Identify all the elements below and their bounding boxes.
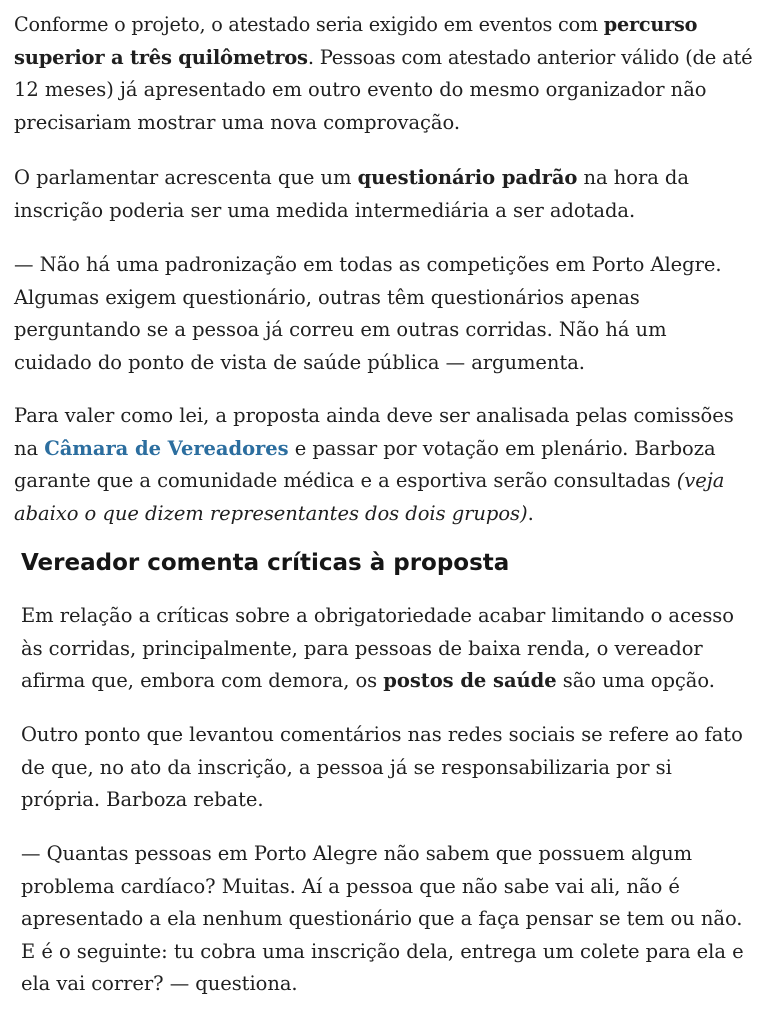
text-run: e passar por votação em plenário. Barboza <box>288 436 716 460</box>
text-line: ela vai correr? — questiona. <box>21 972 298 996</box>
text-run: na <box>14 436 45 460</box>
text-line: precisariam mostrar uma nova comprovação. <box>14 110 460 134</box>
text-line <box>21 665 734 698</box>
text-line <box>14 42 752 75</box>
paragraph-low-income-access <box>21 600 734 698</box>
section-heading: Vereador comenta críticas à proposta <box>21 550 510 576</box>
text-run: na hora da <box>577 166 689 189</box>
text-line: — Quantas pessoas em Porto Alegre não sabem que possuem algum <box>21 842 693 865</box>
text-line <box>14 9 742 42</box>
text-line: às corridas, principalmente, para pessoas de baixa renda, o vereador <box>21 636 703 660</box>
text-line: apresentado a ela nenhum questionário que a faça pensar se tem ou não. <box>21 907 743 931</box>
paragraph-legislative-process <box>14 400 734 530</box>
text-run: garante que a comunidade médica e a esportiva serão consultadas <box>14 469 677 493</box>
paragraph-standard-questionnaire <box>14 162 689 227</box>
text-line: perguntando se a pessoa já correu em outras corridas. Não há um <box>14 318 667 342</box>
text-line: E é o seguinte: tu cobra uma inscrição dela, entrega um colete para ela e <box>21 939 744 963</box>
italic-text: abaixo o que dizem representantes dos dois grupos) <box>14 501 528 525</box>
paragraph-social-media-comments <box>21 719 743 817</box>
text-run: . <box>527 501 534 525</box>
text-line <box>14 433 734 466</box>
italic-text: (veja <box>676 469 725 493</box>
bold-text: percurso <box>603 13 698 36</box>
text-line: problema cardíaco? Muitas. Aí a pessoa que não sabe vai ali, não é <box>21 874 680 898</box>
text-line: Algumas exigem questionário, outras têm questionários apenas <box>14 285 640 309</box>
text-run: . Pessoas com atestado anterior válido (de até <box>307 45 753 69</box>
text-line: Em relação a críticas sobre a obrigatoriedade acabar limitando o acesso <box>21 604 734 627</box>
text-run: O parlamentar acrescenta que um <box>14 166 358 189</box>
text-line <box>14 465 734 498</box>
paragraph-attestation-requirement <box>14 9 752 139</box>
text-line: de que, no ato da inscrição, a pessoa já se responsabilizaria por si <box>21 755 672 779</box>
paragraph-quote-heart-problems <box>21 838 744 1001</box>
text-line: Outro ponto que levantou comentários nas redes sociais se refere ao fato <box>21 723 743 746</box>
text-line: — Não há uma padronização em todas as competições em Porto Alegre. <box>14 253 722 276</box>
text-line: própria. Barboza rebate. <box>21 788 264 812</box>
text-line: Para valer como lei, a proposta ainda deve ser analisada pelas comissões <box>14 404 734 427</box>
bold-text: superior a três quilômetros <box>14 45 308 69</box>
text-run: são uma opção. <box>556 669 715 693</box>
text-line <box>14 162 689 195</box>
paragraph-quote-standardization <box>14 249 722 379</box>
text-line: cuidado do ponto de vista de saúde pública — argumenta. <box>14 350 585 374</box>
text-line <box>14 498 734 531</box>
bold-text: questionário padrão <box>357 166 578 189</box>
camara-de-vereadores-link[interactable]: Câmara de Vereadores <box>44 436 289 460</box>
text-line: inscrição poderia ser uma medida intermediária a ser adotada. <box>14 198 636 222</box>
bold-text: postos de saúde <box>383 669 557 693</box>
text-line: 12 meses) já apresentado em outro evento do mesmo organizador não <box>14 78 707 102</box>
text-run: Conforme o projeto, o atestado seria exigido em eventos com <box>14 13 604 36</box>
text-run: afirma que, embora com demora, os <box>21 669 384 693</box>
